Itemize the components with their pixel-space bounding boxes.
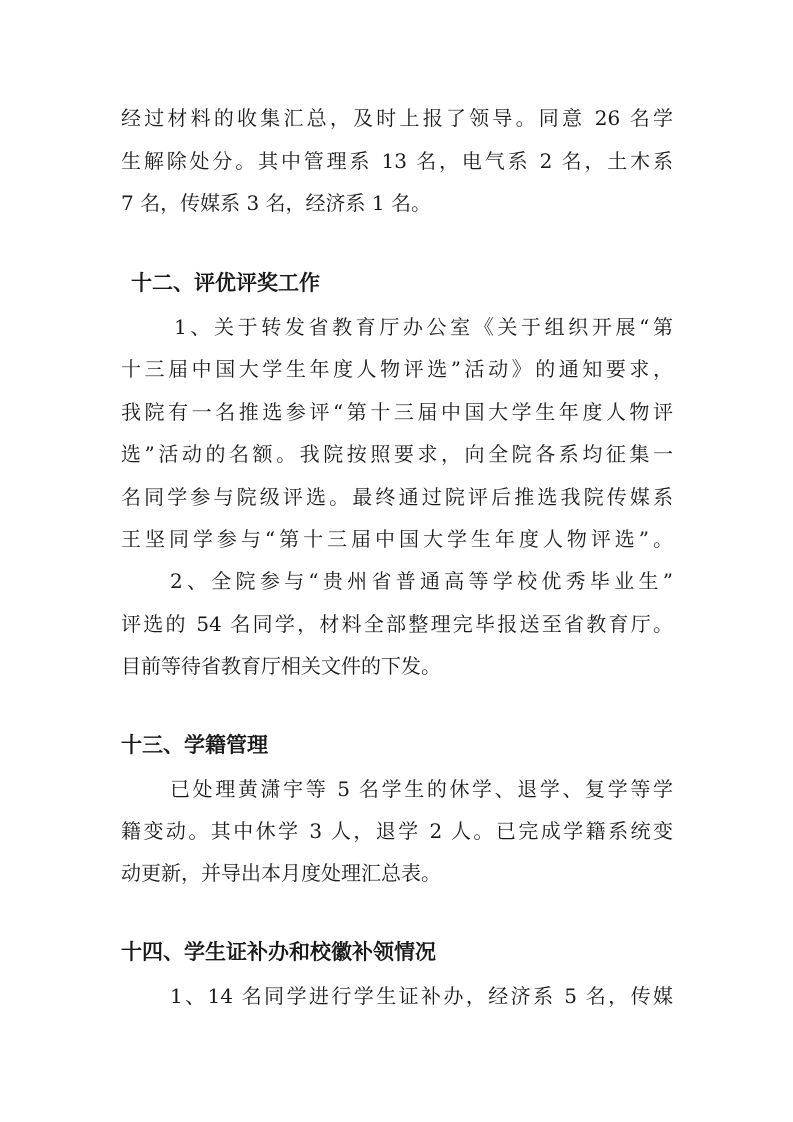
paragraph-line: 1、14 名同学进行学生证补办，经济系 5 名，传媒	[170, 984, 673, 1008]
paragraph-line: 十三届中国大学生年度人物评选”活动》的通知要求，	[121, 357, 673, 381]
paragraph-line: 王坚同学参与“第十三届中国大学生年度人物评选”。	[121, 527, 673, 551]
paragraph-line: 已处理黄潇宇等 5 名学生的休学、退学、复学等学	[170, 777, 673, 801]
paragraph-line: 7 名，传媒系 3 名，经济系 1 名。	[121, 191, 431, 215]
paragraph-line: 名同学参与院级评选。最终通过院评后推选我院传媒系	[121, 485, 673, 509]
paragraph-line: 经过材料的收集汇总，及时上报了领导。同意 26 名学	[121, 106, 673, 130]
paragraph-line: 2、全院参与“贵州省普通高等学校优秀毕业生”	[170, 569, 673, 593]
section-heading-12: 十二、评优评奖工作	[131, 271, 320, 295]
paragraph-line: 评选的 54 名同学，材料全部整理完毕报送至省教育厅。	[121, 612, 673, 636]
paragraph-line: 1、关于转发省教育厅办公室《关于组织开展“第	[174, 315, 673, 339]
paragraph-line: 生解除处分。其中管理系 13 名，电气系 2 名，土木系	[121, 149, 673, 173]
paragraph-line: 动更新，并导出本月度处理汇总表。	[121, 861, 441, 885]
paragraph-line: 目前等待省教育厅相关文件的下发。	[121, 654, 441, 678]
section-heading-14: 十四、学生证补办和校徽补领情况	[121, 940, 436, 964]
section-heading-13: 十三、学籍管理	[121, 733, 268, 757]
paragraph-line: 籍变动。其中休学 3 人，退学 2 人。已完成学籍系统变	[121, 819, 673, 843]
paragraph-line: 我院有一名推选参评“第十三届中国大学生年度人物评	[121, 400, 673, 424]
paragraph-line: 选”活动的名额。我院按照要求，向全院各系均征集一	[121, 442, 673, 466]
